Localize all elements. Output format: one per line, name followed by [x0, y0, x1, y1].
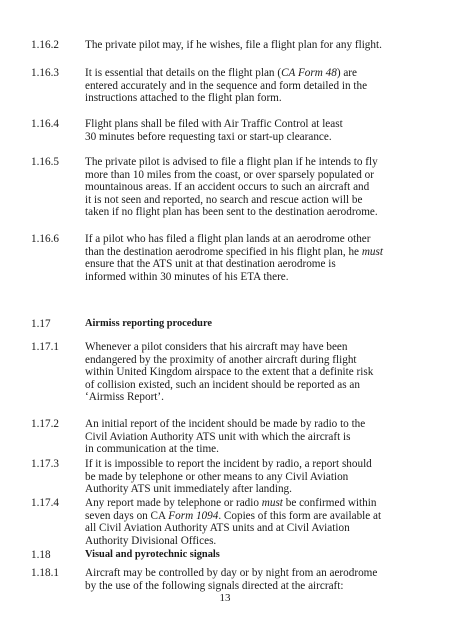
section-number: 1.17	[31, 318, 51, 330]
paragraph-number: 1.17.3	[31, 458, 59, 470]
text-line: informed within 30 minutes of his ETA there.	[85, 270, 289, 283]
text-line: by the use of the following signals directed at the aircraft:	[85, 579, 344, 592]
text-line: Aircraft may be controlled by day or by night from an aerodrome	[85, 567, 378, 579]
paragraph-text	[85, 567, 440, 592]
text-line: all Civil Aviation Authority ATS units and at Civil Aviation	[85, 522, 350, 535]
paragraph-number: 1.16.6	[31, 233, 59, 245]
paragraph-number: 1.17.4	[31, 497, 59, 509]
paragraph-text	[85, 233, 440, 283]
paragraph-number: 1.16.2	[31, 39, 59, 51]
paragraph-text	[85, 497, 440, 547]
section-number: 1.18	[31, 549, 51, 561]
text-line: If a pilot who has filed a flight plan lands at an aerodrome other	[85, 233, 371, 245]
text-line: The private pilot may, if he wishes, file a flight plan for any flight.	[85, 39, 382, 51]
text-line: entered accurately and in the sequence and form detailed in the	[85, 79, 368, 92]
heading-text: Airmiss reporting procedure	[85, 318, 212, 329]
text-line: more than 10 miles from the coast, or over sparsely populated or	[85, 168, 374, 181]
paragraph-number: 1.17.1	[31, 341, 59, 353]
paragraph-number: 1.17.2	[31, 418, 59, 430]
text-line: Flight plans shall be filed with Air Traffic Control at least	[85, 118, 343, 130]
text-line: within United Kingdom airspace to the extent that a definite risk	[85, 366, 374, 379]
page-number: 13	[219, 592, 231, 604]
paragraph-text	[85, 458, 440, 496]
text-line: Authority Divisional Offices.	[85, 534, 217, 547]
paragraph-text	[85, 418, 440, 456]
paragraph-text	[85, 118, 440, 143]
text-line: If it is impossible to report the incident by radio, a report should	[85, 458, 372, 470]
text-line: taken if no flight plan has been sent to the destination aerodrome.	[85, 206, 378, 219]
text-line: Authority ATS unit immediately after landing.	[85, 483, 292, 496]
paragraph-text	[85, 67, 440, 105]
paragraph-number: 1.16.4	[31, 118, 59, 130]
paragraph-number: 1.18.1	[31, 567, 59, 579]
text-line: in communication at the time.	[85, 443, 219, 456]
section-title	[85, 549, 440, 562]
text-line: It is essential that details on the flight plan (CA Form 48) are	[85, 67, 357, 79]
heading-text: Visual and pyrotechnic signals	[85, 549, 220, 560]
paragraph-text	[85, 39, 440, 52]
text-line: mountainous areas. If an accident occurs to such an aircraft and	[85, 181, 370, 194]
text-line: of collision existed, such an incident should be reported as an	[85, 378, 360, 391]
text-line: ‘Airmiss Report’.	[85, 391, 164, 404]
text-line: An initial report of the incident should be made by radio to the	[85, 418, 366, 430]
text-line: seven days on CA Form 1094. Copies of this form are available at	[85, 509, 382, 522]
text-line: Whenever a pilot considers that his aircraft may have been	[85, 341, 348, 353]
text-line: Civil Aviation Authority ATS unit with which the aircraft is	[85, 430, 351, 443]
text-line: it is not seen and reported, no search and rescue action will be	[85, 193, 363, 206]
text-line: ensure that the ATS unit at that destination aerodrome is	[85, 258, 336, 271]
text-line: be made by telephone or other means to any Civil Aviation	[85, 470, 349, 483]
text-line: 30 minutes before requesting taxi or start-up clearance.	[85, 130, 332, 143]
section-title	[85, 318, 440, 331]
text-line: The private pilot is advised to file a flight plan if he intends to fly	[85, 156, 378, 168]
text-line: Any report made by telephone or radio must be confirmed within	[85, 497, 377, 509]
text-line: instructions attached to the flight plan form.	[85, 92, 282, 105]
text-line: than the destination aerodrome specified in his flight plan, he must	[85, 245, 383, 258]
paragraph-number: 1.16.5	[31, 156, 59, 168]
paragraph-text	[85, 341, 440, 404]
paragraph-text	[85, 156, 440, 219]
text-line: endangered by the proximity of another aircraft during flight	[85, 353, 357, 366]
paragraph-number: 1.16.3	[31, 67, 59, 79]
